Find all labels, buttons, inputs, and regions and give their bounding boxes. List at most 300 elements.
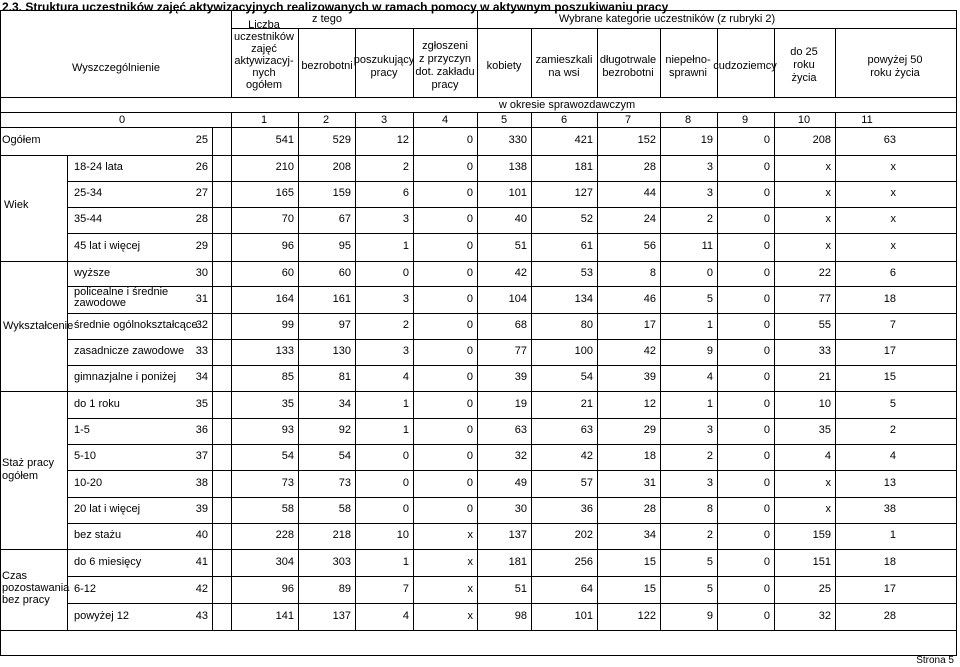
header-divider bbox=[477, 10, 478, 97]
header-wybrane-kategorie: Wybrane kategorie uczestników (z rubryki 2) bbox=[558, 13, 776, 25]
header-zamieszkali: na wsi bbox=[548, 67, 580, 79]
table-cell: 3 bbox=[402, 345, 409, 357]
colnums-divider bbox=[717, 112, 718, 127]
table-cell: 38 bbox=[883, 503, 896, 515]
row-line bbox=[67, 603, 956, 604]
header-do-25: do 25 bbox=[790, 46, 818, 58]
row-line bbox=[67, 339, 956, 340]
table-cell: 4 bbox=[706, 371, 713, 383]
colnums-top-line bbox=[0, 112, 956, 113]
group-divider bbox=[67, 155, 68, 630]
table-cell: 29 bbox=[643, 424, 656, 436]
row-number: 28 bbox=[195, 213, 208, 225]
header-dlugotrwale: długotrwale bbox=[599, 54, 657, 66]
table-cell: 77 bbox=[514, 345, 527, 357]
colnums-divider bbox=[355, 112, 356, 127]
colnums-bottom-line bbox=[0, 127, 956, 128]
table-cell: 1 bbox=[402, 556, 409, 568]
value-column-divider bbox=[597, 127, 598, 630]
header-liczba: nych bbox=[252, 67, 276, 79]
table-cell: 64 bbox=[580, 583, 593, 595]
table-cell: 0 bbox=[466, 213, 473, 225]
table-cell: 1 bbox=[706, 398, 713, 410]
table-cell: x bbox=[825, 213, 831, 225]
colnums-divider bbox=[477, 112, 478, 127]
table-cell: 0 bbox=[466, 345, 473, 357]
row-label: 35-44 bbox=[74, 213, 103, 225]
table-cell: 53 bbox=[580, 267, 593, 279]
table-cell: x bbox=[825, 161, 831, 173]
colnums-divider bbox=[231, 112, 232, 127]
row-label: 18-24 lata bbox=[74, 161, 123, 173]
header-zamieszkali: zamieszkali bbox=[535, 54, 593, 66]
table-cell: 81 bbox=[338, 371, 351, 383]
row-line bbox=[0, 549, 956, 550]
group-label-staz-pracy: Staż pracy bbox=[2, 457, 54, 469]
table-cell: 35 bbox=[818, 424, 831, 436]
table-cell: 58 bbox=[338, 503, 351, 515]
value-column-divider bbox=[413, 127, 414, 630]
column-number: 9 bbox=[741, 114, 749, 126]
column-number: 10 bbox=[797, 114, 811, 126]
table-cell: 0 bbox=[763, 477, 770, 489]
table-cell: x bbox=[467, 529, 473, 541]
table-cell: 18 bbox=[883, 556, 896, 568]
row-number: 39 bbox=[195, 503, 208, 515]
table-cell: 218 bbox=[332, 529, 351, 541]
table-cell: 89 bbox=[338, 583, 351, 595]
table-cell: 96 bbox=[281, 240, 294, 252]
row-label: zasadnicze zawodowe bbox=[74, 345, 185, 357]
table-cell: 95 bbox=[338, 240, 351, 252]
table-cell: 4 bbox=[402, 610, 409, 622]
table-cell: 1 bbox=[706, 319, 713, 331]
table-cell: 0 bbox=[466, 267, 473, 279]
table-cell: 0 bbox=[763, 503, 770, 515]
header-do-25: roku bbox=[793, 59, 815, 71]
table-cell: 21 bbox=[580, 398, 593, 410]
table-cell: 80 bbox=[580, 319, 593, 331]
table-cell: 10 bbox=[396, 529, 409, 541]
table-cell: 0 bbox=[402, 267, 409, 279]
table-cell: 5 bbox=[706, 293, 713, 305]
colnums-divider bbox=[531, 112, 532, 127]
row-number: 26 bbox=[195, 161, 208, 173]
table-cell: 256 bbox=[574, 556, 593, 568]
table-cell: 0 bbox=[466, 134, 473, 146]
header-do-25: życia bbox=[791, 72, 817, 84]
table-cell: 15 bbox=[643, 583, 656, 595]
table-cell: 28 bbox=[643, 161, 656, 173]
header-powyzej-50: powyżej 50 bbox=[867, 54, 923, 66]
table-cell: 304 bbox=[275, 556, 294, 568]
row-number: 32 bbox=[195, 319, 208, 331]
table-cell: 52 bbox=[580, 213, 593, 225]
row-number: 41 bbox=[195, 556, 208, 568]
table-cell: 151 bbox=[812, 556, 831, 568]
table-cell: 7 bbox=[889, 319, 896, 331]
header-liczba: uczestników bbox=[234, 31, 294, 43]
table-cell: 0 bbox=[466, 161, 473, 173]
table-cell: 2 bbox=[706, 450, 713, 462]
header-powyzej-50: roku życia bbox=[870, 67, 920, 79]
value-column-divider bbox=[835, 127, 836, 630]
table-cell: 63 bbox=[580, 424, 593, 436]
table-cell: 63 bbox=[883, 134, 896, 146]
table-cell: 0 bbox=[763, 529, 770, 541]
table-cell: 0 bbox=[466, 503, 473, 515]
table-cell: 63 bbox=[514, 424, 527, 436]
column-number: 8 bbox=[684, 114, 692, 126]
row-line bbox=[67, 576, 956, 577]
header-poszukujacy: pracy bbox=[370, 67, 398, 79]
value-column-divider bbox=[531, 127, 532, 630]
table-cell: 0 bbox=[763, 187, 770, 199]
row-label: 5-10 bbox=[74, 450, 97, 462]
table-cell: 0 bbox=[763, 398, 770, 410]
row-number: 29 bbox=[195, 240, 208, 252]
header-wyszczegolnienie: Wyszczególnienie bbox=[72, 62, 160, 74]
header-z-tego: z tego bbox=[312, 13, 342, 25]
column-number: 0 bbox=[118, 114, 126, 126]
table-cell: 11 bbox=[701, 240, 713, 252]
row-line bbox=[67, 207, 956, 208]
row-number: 30 bbox=[195, 267, 208, 279]
table-cell: 70 bbox=[281, 213, 294, 225]
table-cell: 202 bbox=[574, 529, 593, 541]
table-cell: 0 bbox=[466, 450, 473, 462]
header-zgloszeni: pracy bbox=[431, 79, 459, 91]
table-cell: 42 bbox=[514, 267, 527, 279]
table-cell: 0 bbox=[402, 503, 409, 515]
row-number: 42 bbox=[195, 583, 208, 595]
table-cell: 61 bbox=[580, 240, 593, 252]
table-cell: 18 bbox=[883, 293, 896, 305]
table-cell: x bbox=[467, 556, 473, 568]
table-cell: 0 bbox=[706, 267, 713, 279]
header-liczba: Liczba bbox=[248, 19, 280, 31]
colnums-divider bbox=[413, 112, 414, 127]
table-cell: 2 bbox=[402, 161, 409, 173]
table-cell: 21 bbox=[818, 371, 831, 383]
table-cell: 137 bbox=[332, 610, 351, 622]
row-label: bez stażu bbox=[74, 529, 122, 541]
table-cell: 0 bbox=[466, 293, 473, 305]
table-cell: 32 bbox=[818, 610, 831, 622]
table-cell: 49 bbox=[514, 477, 527, 489]
table-cell: 3 bbox=[706, 187, 713, 199]
row-label: powyżej 12 bbox=[74, 610, 130, 622]
table-cell: 34 bbox=[338, 398, 351, 410]
table-cell: 6 bbox=[889, 267, 896, 279]
colnums-divider bbox=[774, 112, 775, 127]
table-cell: 0 bbox=[763, 345, 770, 357]
table-cell: 330 bbox=[508, 134, 527, 146]
group-label-czas-bez-pracy: Czas bbox=[2, 570, 28, 582]
table-cell: 4 bbox=[824, 450, 831, 462]
table-cell: 134 bbox=[574, 293, 593, 305]
table-cell: 2 bbox=[706, 213, 713, 225]
table-cell: 12 bbox=[643, 398, 656, 410]
table-cell: 67 bbox=[338, 213, 351, 225]
table-cell: 210 bbox=[275, 161, 294, 173]
table-cell: 0 bbox=[466, 398, 473, 410]
row-label: do 1 roku bbox=[74, 398, 120, 410]
row-number: 33 bbox=[195, 345, 208, 357]
table-cell: 0 bbox=[466, 187, 473, 199]
value-column-divider bbox=[298, 127, 299, 630]
table-cell: 51 bbox=[514, 583, 527, 595]
table-cell: 159 bbox=[332, 187, 351, 199]
table-cell: 529 bbox=[332, 134, 351, 146]
table-cell: 181 bbox=[508, 556, 527, 568]
table-cell: 4 bbox=[889, 450, 896, 462]
table-cell: 127 bbox=[574, 187, 593, 199]
row-number: 36 bbox=[195, 424, 208, 436]
header-zgloszeni: dot. zakładu bbox=[415, 66, 475, 78]
row-number: 35 bbox=[195, 398, 208, 410]
table-cell: 12 bbox=[396, 134, 409, 146]
table-cell: 0 bbox=[466, 424, 473, 436]
table-cell: 34 bbox=[643, 529, 656, 541]
table-cell: 93 bbox=[281, 424, 294, 436]
table-cell: 181 bbox=[574, 161, 593, 173]
row-line bbox=[67, 444, 956, 445]
row-label: Ogółem bbox=[2, 134, 41, 146]
table-cell: 101 bbox=[574, 610, 593, 622]
header-divider bbox=[835, 28, 836, 97]
table-cell: 0 bbox=[466, 319, 473, 331]
table-cell: x bbox=[890, 161, 896, 173]
table-cell: 541 bbox=[275, 134, 294, 146]
table-cell: 19 bbox=[700, 134, 713, 146]
table-cell: 54 bbox=[338, 450, 351, 462]
column-number: 1 bbox=[260, 114, 268, 126]
table-cell: 5 bbox=[889, 398, 896, 410]
page-title: 2.3. Struktura uczestników zajęć aktywizacyjnych realizowanych w ramach pomocy w aktywnym poszukiwaniu pracy bbox=[2, 0, 669, 14]
table-cell: 54 bbox=[580, 371, 593, 383]
row-line bbox=[67, 181, 956, 182]
row-line bbox=[67, 523, 956, 524]
row-number: 37 bbox=[195, 450, 208, 462]
table-cell: 208 bbox=[812, 134, 831, 146]
colnums-divider bbox=[835, 112, 836, 127]
row-label: gimnazjalne i poniżej bbox=[74, 371, 177, 383]
table-cell: 97 bbox=[338, 319, 351, 331]
table-cell: 1 bbox=[402, 398, 409, 410]
row-line bbox=[67, 418, 956, 419]
table-cell: 15 bbox=[643, 556, 656, 568]
row-label: średnie ogólnokształcące bbox=[74, 319, 198, 331]
table-cell: 85 bbox=[281, 371, 294, 383]
table-cell: 25 bbox=[818, 583, 831, 595]
group-label-staz-pracy: ogółem bbox=[2, 470, 39, 482]
table-cell: 73 bbox=[281, 477, 294, 489]
row-line bbox=[67, 233, 956, 234]
table-cell: 35 bbox=[281, 398, 294, 410]
table-cell: 57 bbox=[580, 477, 593, 489]
table-cell: 7 bbox=[402, 583, 409, 595]
table-cell: 0 bbox=[466, 371, 473, 383]
table-cell: x bbox=[825, 187, 831, 199]
nr-column-right-divider bbox=[231, 127, 232, 630]
row-number: 40 bbox=[195, 529, 208, 541]
table-cell: 130 bbox=[332, 345, 351, 357]
table-cell: x bbox=[825, 503, 831, 515]
table-cell: 138 bbox=[508, 161, 527, 173]
table-cell: 101 bbox=[508, 187, 527, 199]
table-cell: 3 bbox=[706, 424, 713, 436]
header-liczba: ogółem bbox=[245, 79, 283, 91]
table-cell: 96 bbox=[281, 583, 294, 595]
table-cell: 0 bbox=[763, 161, 770, 173]
table-cell: 10 bbox=[818, 398, 831, 410]
group-label-wyksztalcenie: Wykształcenie bbox=[3, 320, 74, 332]
table-cell: 2 bbox=[706, 529, 713, 541]
column-number: 6 bbox=[560, 114, 568, 126]
nr-column-left-divider bbox=[212, 127, 213, 630]
row-number: 31 bbox=[195, 293, 208, 305]
table-cell: 208 bbox=[332, 161, 351, 173]
row-label: 1-5 bbox=[74, 424, 90, 436]
row-number: 27 bbox=[195, 187, 208, 199]
table-cell: x bbox=[890, 187, 896, 199]
table-cell: 77 bbox=[818, 293, 831, 305]
table-cell: 6 bbox=[402, 187, 409, 199]
table-cell: 159 bbox=[812, 529, 831, 541]
row-number: 43 bbox=[195, 610, 208, 622]
header-divider bbox=[597, 28, 598, 97]
table-cell: 98 bbox=[514, 610, 527, 622]
table-cell: 73 bbox=[338, 477, 351, 489]
table-cell: 4 bbox=[402, 371, 409, 383]
header-divider bbox=[531, 28, 532, 97]
row-line bbox=[67, 313, 956, 314]
column-number: 4 bbox=[441, 114, 449, 126]
table-cell: 22 bbox=[818, 267, 831, 279]
table-cell: 54 bbox=[281, 450, 294, 462]
table-cell: 0 bbox=[466, 240, 473, 252]
table-cell: 1 bbox=[402, 424, 409, 436]
header-zgloszeni: z przyczyn bbox=[419, 53, 471, 65]
header-divider bbox=[298, 28, 299, 97]
table-cell: 28 bbox=[643, 503, 656, 515]
row-label: 10-20 bbox=[74, 477, 103, 489]
table-cell: 51 bbox=[514, 240, 527, 252]
table-cell: 165 bbox=[275, 187, 294, 199]
table-cell: 18 bbox=[643, 450, 656, 462]
group-label-czas-bez-pracy: bez pracy bbox=[2, 594, 50, 606]
row-number: 38 bbox=[195, 477, 208, 489]
table-cell: 24 bbox=[643, 213, 656, 225]
table-cell: x bbox=[890, 240, 896, 252]
table-cell: 42 bbox=[643, 345, 656, 357]
table-cell: 3 bbox=[402, 293, 409, 305]
table-cell: 60 bbox=[281, 267, 294, 279]
table-cell: 56 bbox=[643, 240, 656, 252]
page-footer: Strona 5 bbox=[916, 655, 954, 666]
row-label: do 6 miesięcy bbox=[74, 556, 142, 568]
table-cell: 9 bbox=[706, 345, 713, 357]
column-number: 3 bbox=[380, 114, 388, 126]
table-cell: 3 bbox=[706, 161, 713, 173]
table-cell: 0 bbox=[763, 134, 770, 146]
row-line bbox=[67, 365, 956, 366]
header-zgloszeni: zgłoszeni bbox=[422, 40, 468, 52]
table-cell: x bbox=[467, 583, 473, 595]
row-line bbox=[0, 155, 956, 156]
table-cell: 2 bbox=[402, 319, 409, 331]
column-number: 7 bbox=[624, 114, 632, 126]
table-cell: 17 bbox=[883, 583, 896, 595]
header-okres-sprawozdawczy: w okresie sprawozdawczym bbox=[498, 99, 636, 111]
table-cell: 141 bbox=[275, 610, 294, 622]
table-cell: 33 bbox=[818, 345, 831, 357]
table-cell: 152 bbox=[637, 134, 656, 146]
table-cell: 164 bbox=[275, 293, 294, 305]
value-column-divider bbox=[355, 127, 356, 630]
table-cell: x bbox=[825, 477, 831, 489]
table-cell: 0 bbox=[402, 450, 409, 462]
column-number: 5 bbox=[500, 114, 508, 126]
table-cell: 58 bbox=[281, 503, 294, 515]
table-cell: 32 bbox=[514, 450, 527, 462]
header-liczba: zajęć bbox=[251, 43, 277, 55]
table-cell: 19 bbox=[514, 398, 527, 410]
table-cell: x bbox=[890, 213, 896, 225]
table-cell: 0 bbox=[763, 424, 770, 436]
group-label-czas-bez-pracy: pozostawania bbox=[2, 582, 70, 594]
table-cell: 42 bbox=[580, 450, 593, 462]
table-cell: 2 bbox=[889, 424, 896, 436]
header-dlugotrwale: bezrobotni bbox=[602, 67, 654, 79]
table-cell: 122 bbox=[637, 610, 656, 622]
header-divider bbox=[660, 28, 661, 97]
table-bottom-line bbox=[0, 630, 956, 631]
header-subgroup-line bbox=[231, 28, 956, 29]
table-cell: 0 bbox=[763, 240, 770, 252]
value-column-divider bbox=[774, 127, 775, 630]
row-label: wyższe bbox=[74, 267, 111, 279]
row-line bbox=[67, 497, 956, 498]
table-cell: 5 bbox=[706, 556, 713, 568]
table-cell: 161 bbox=[332, 293, 351, 305]
row-line bbox=[67, 286, 956, 287]
table-cell: 0 bbox=[763, 556, 770, 568]
table-cell: 0 bbox=[763, 267, 770, 279]
header-kobiety: kobiety bbox=[486, 60, 522, 72]
table-cell: x bbox=[825, 240, 831, 252]
table-cell: 0 bbox=[763, 319, 770, 331]
table-cell: 421 bbox=[574, 134, 593, 146]
row-label: zawodowe bbox=[74, 297, 126, 309]
value-column-divider bbox=[660, 127, 661, 630]
table-cell: 36 bbox=[580, 503, 593, 515]
group-label-wiek: Wiek bbox=[4, 199, 29, 211]
table-cell: 17 bbox=[643, 319, 656, 331]
table-cell: 0 bbox=[402, 477, 409, 489]
colnums-divider bbox=[660, 112, 661, 127]
header-liczba: aktywizacyj- bbox=[234, 55, 294, 67]
table-cell: 92 bbox=[338, 424, 351, 436]
header-bezrobotni: bezrobotni bbox=[301, 60, 353, 72]
table-cell: 44 bbox=[643, 187, 656, 199]
table-cell: 228 bbox=[275, 529, 294, 541]
row-label: 20 lat i więcej bbox=[74, 503, 141, 515]
table-cell: 40 bbox=[514, 213, 527, 225]
table-cell: 30 bbox=[514, 503, 527, 515]
table-cell: 68 bbox=[514, 319, 527, 331]
